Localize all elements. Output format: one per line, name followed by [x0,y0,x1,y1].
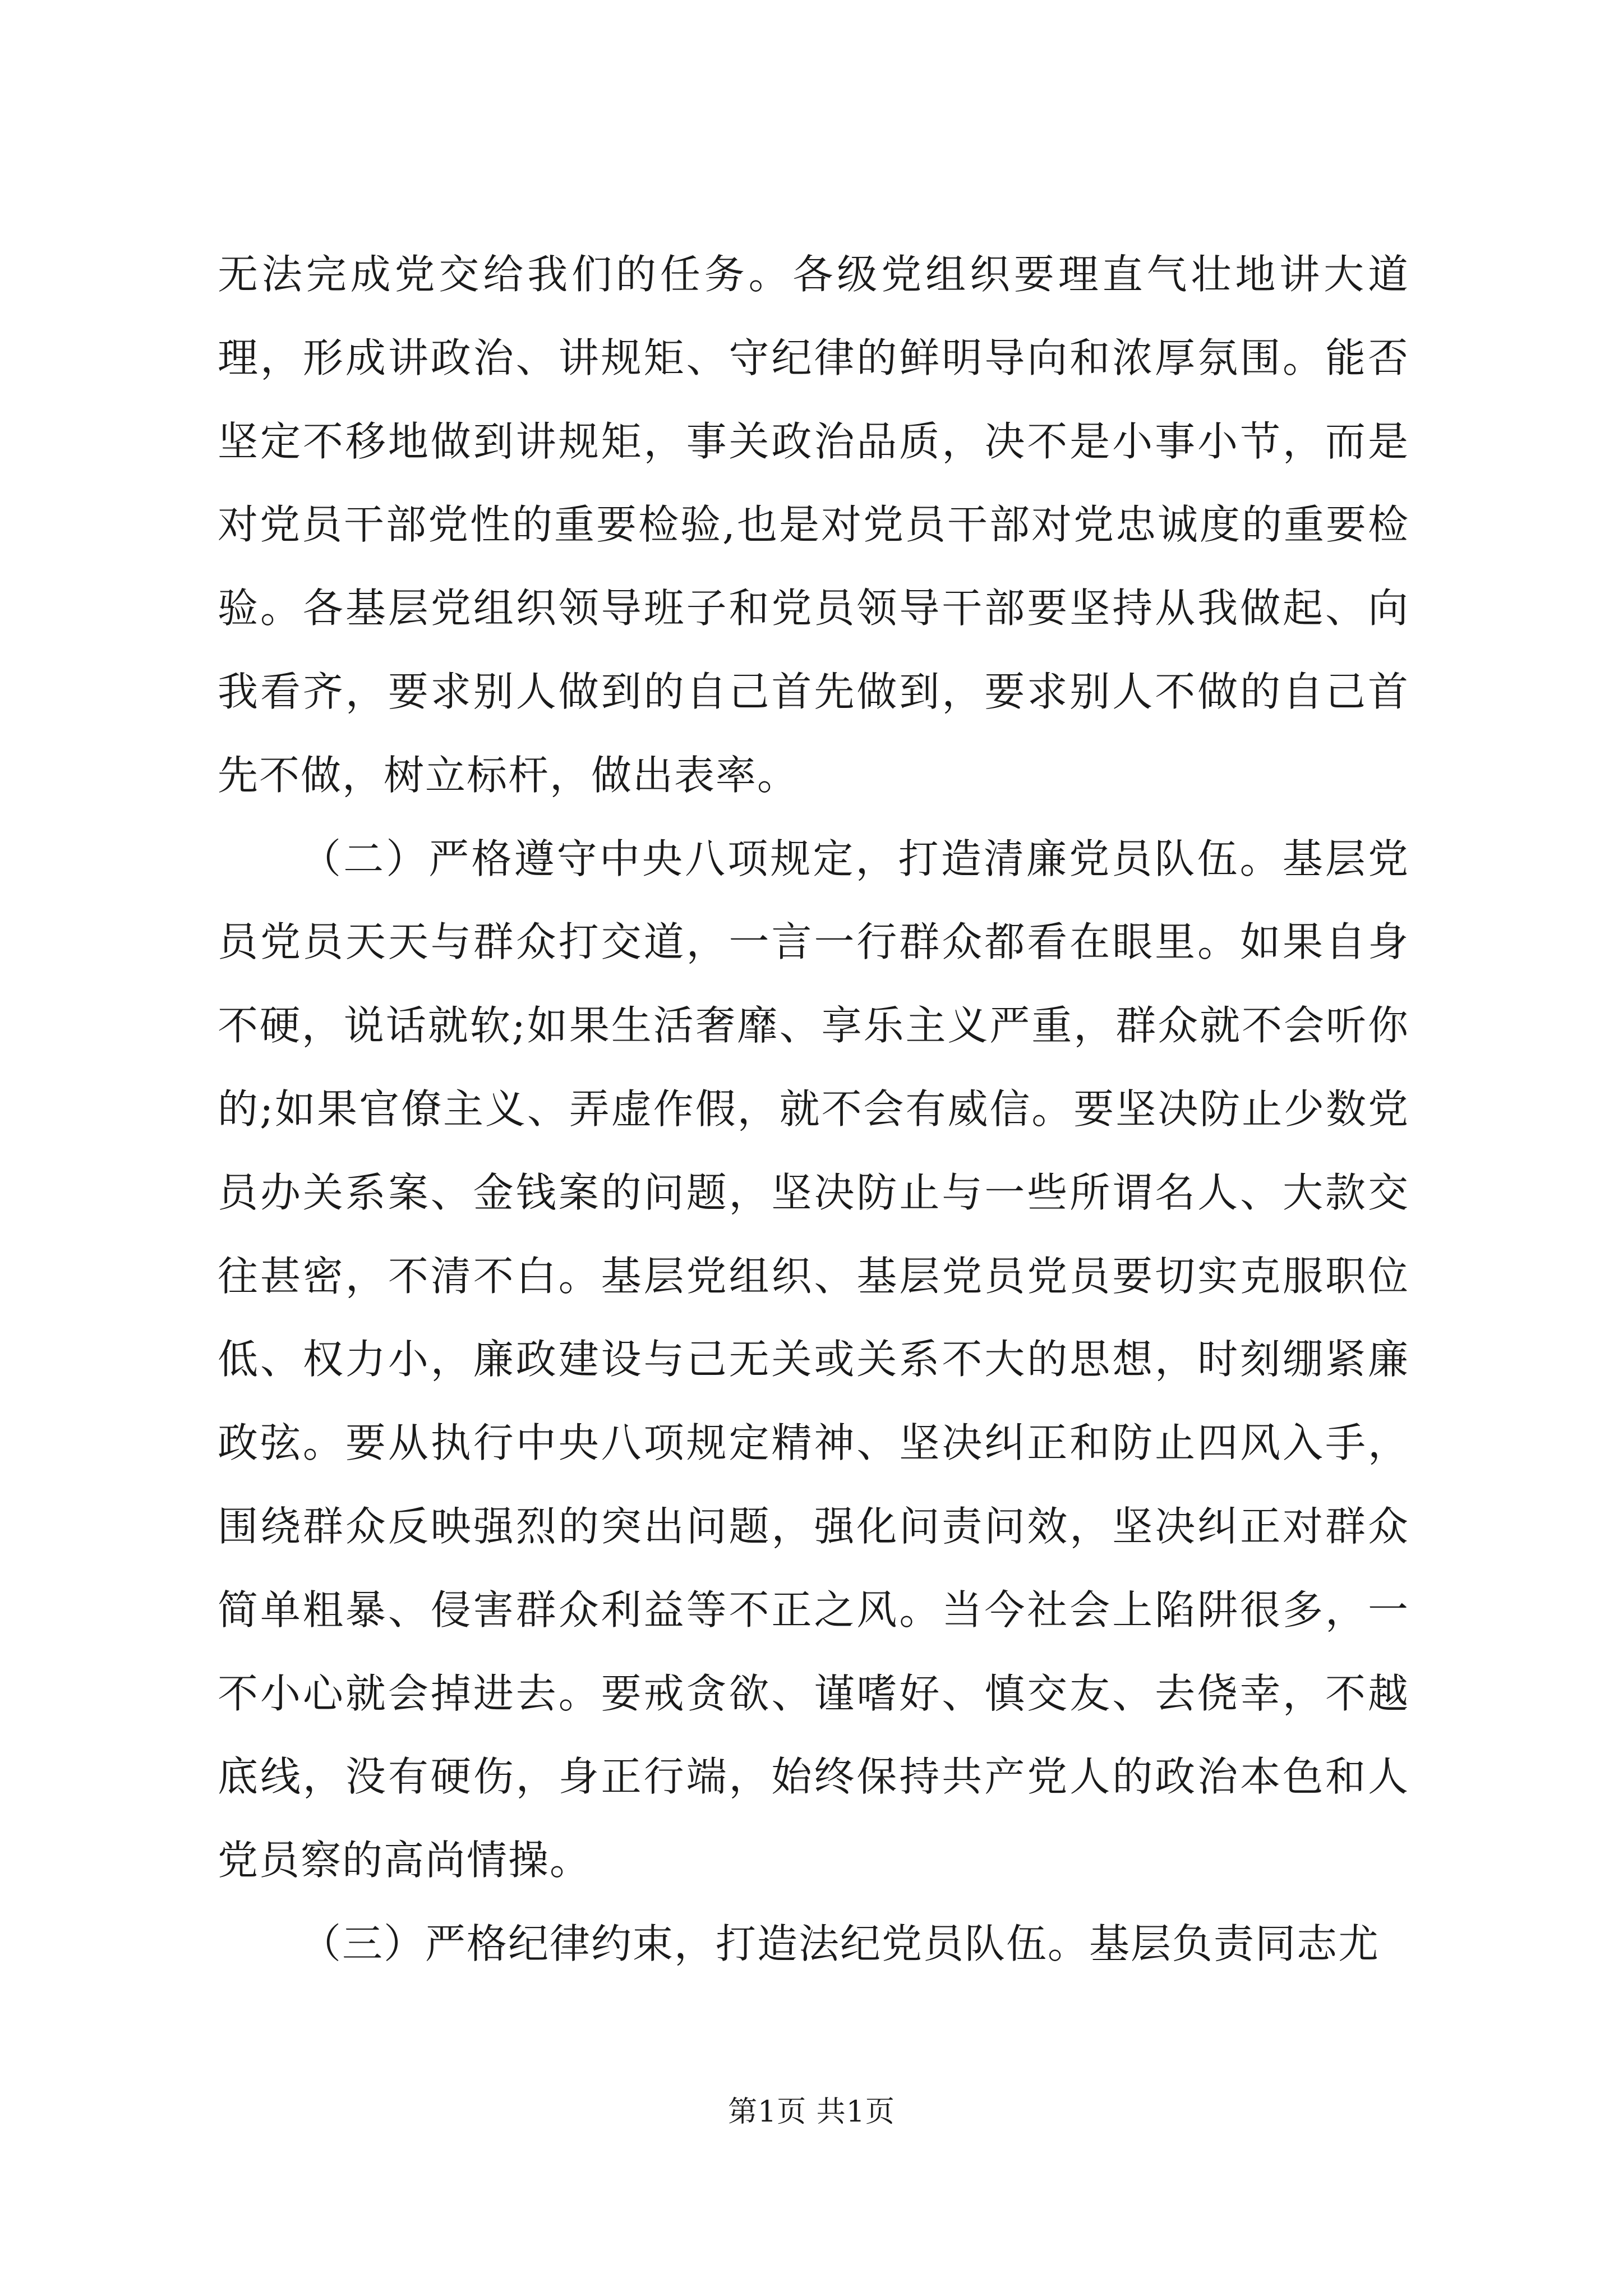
page-footer: 第1页 共1页 [728,2095,895,2129]
document-body [218,233,1409,1986]
paragraph-continuation: 无法完成党交给我们的任务。各级党组织要理直气壮地讲大道理，形成讲政治、讲规矩、守纪律的鲜明导向和浓厚氛围。能否坚定不移地做到讲规矩，事关政治品质，决不是小事小节，而是对党员干部党性的重要检验,也是对党员干部对党忠诚度的重要检验。各基层党组织领导班子和党员领导干部要坚持从我做起、向我看齐，要求别人做到的自己首先做到，要求别人不做的自己首先不做，树立标杆，做出表率。 [218,251,1409,799]
paragraph-section-3: （三）严格纪律约束，打造法纪党员队伍。基层负责同志尤 [301,1920,1380,1967]
paragraph-section-2: （二）严格遵守中央八项规定，打造清廉党员队伍。基层党员党员天天与群众打交道，一言一行群众都看在眼里。如果自身不硬，说话就软;如果生活奢靡、享乐主义严重，群众就不会听你的;如果官僚主义、弄虚作假，就不会有威信。要坚决防止少数党员办关系案、金钱案的问题，坚决防止与一些所谓名人、大款交往甚密，不清不白。基层党组织、基层党员党员要切实克服职位低、权力小，廉政建设与己无关或关系不大的思想，时刻绷紧廉政弦。要从执行中央八项规定精神、坚决纠正和防止四风入手，围绕群众反映强烈的突出问题，强化问责问效，坚决纠正对群众简单粗暴、侵害群众利益等不正之风。当今社会上陷阱很多，一不小心就会掉进去。要戒贪欲、谨嗜好、慎交友、去侥幸，不越底线，没有硬伤，身正行端，始终保持共产党人的政治本色和人党员察的高尚情操。 [218,835,1409,1884]
